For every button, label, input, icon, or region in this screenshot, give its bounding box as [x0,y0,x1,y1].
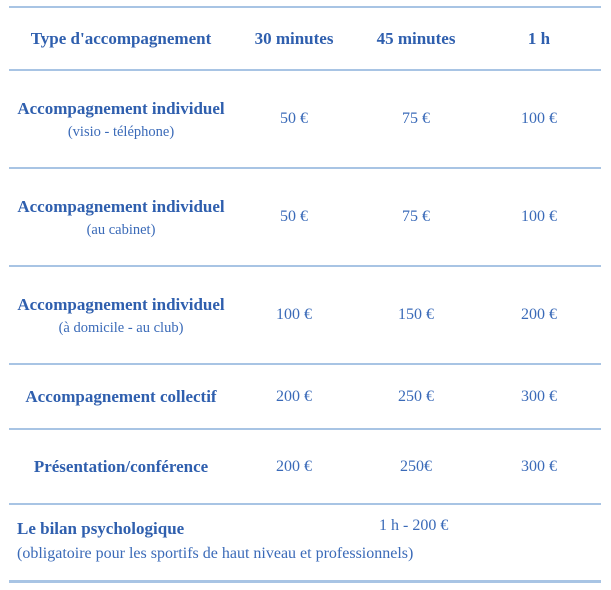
price-60: 100 € [521,208,557,225]
bilan-price: 1 h - 200 € [379,517,449,534]
table-row [9,365,601,430]
price-45: 250€ [400,457,432,475]
header-row [9,6,601,71]
header-1-hour: 1 h [527,29,551,48]
price-60: 300 € [521,457,557,475]
row-title: Accompagnement individuel [17,99,225,118]
row-type-cell [9,385,233,408]
price-60: 300 € [521,387,557,405]
row-type-cell [9,195,233,239]
header-45-minutes: 45 minutes [376,29,456,48]
row-type-cell [9,97,233,141]
price-60: 200 € [521,306,557,323]
row-subtitle: (visio - téléphone) [67,124,175,140]
header-30-minutes: 30 minutes [254,29,334,48]
row-title: Accompagnement collectif [25,387,217,406]
bilan-note: (obligatoire pour les sportifs de haut niveau et professionnels) [17,545,414,562]
table-row [9,169,601,267]
row-type-cell [9,455,233,478]
price-45: 75 € [402,208,430,225]
price-30: 200 € [276,457,312,475]
row-title: Accompagnement individuel [17,295,225,314]
price-30: 200 € [276,387,312,405]
price-60: 100 € [521,110,557,127]
price-30: 50 € [280,110,308,127]
table-row [9,430,601,505]
header-type: Type d'accompagnement [30,29,212,48]
row-subtitle: (à domicile - au club) [58,320,184,336]
table-row [9,267,601,365]
row-title: Accompagnement individuel [17,197,225,216]
row-subtitle: (au cabinet) [86,222,156,238]
price-45: 250 € [398,387,434,405]
price-45: 75 € [402,110,430,127]
price-45: 150 € [398,306,434,323]
table-row [9,71,601,169]
row-type-cell [9,293,233,337]
price-30: 50 € [280,208,308,225]
bilan-row [9,505,601,583]
bilan-title: Le bilan psychologique [17,519,185,538]
price-30: 100 € [276,306,312,323]
row-title: Présentation/conférence [33,457,209,476]
pricing-table [9,6,601,583]
